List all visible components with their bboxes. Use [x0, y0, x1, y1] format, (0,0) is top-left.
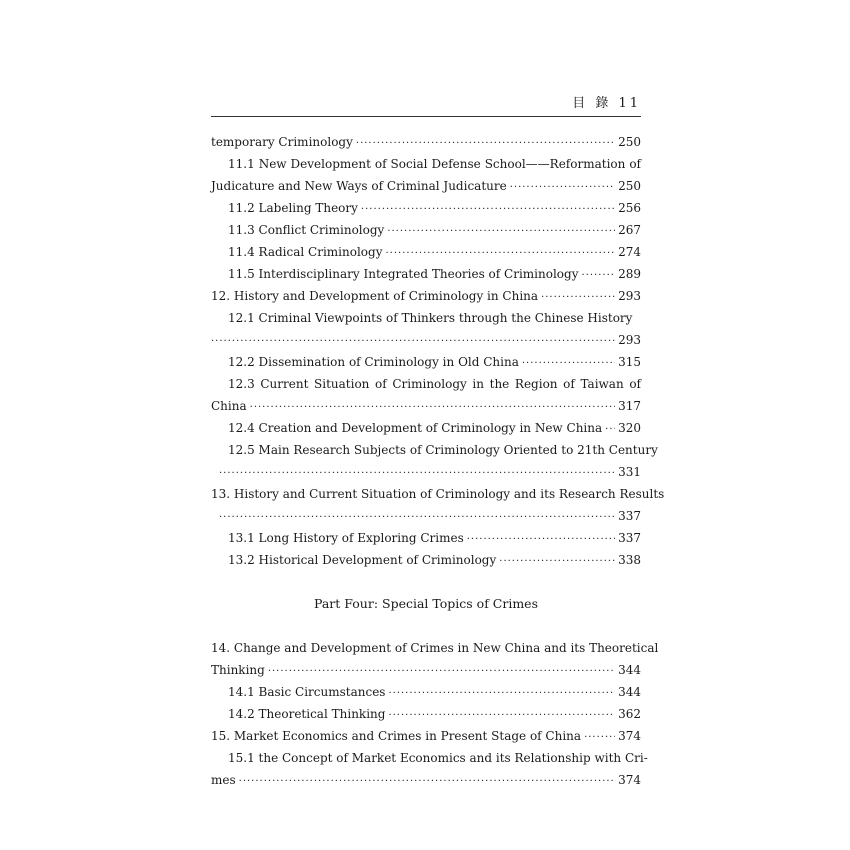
toc-entry-title: temporary Criminology: [211, 135, 353, 149]
toc-page-number: 344: [618, 685, 641, 699]
dot-leader: [467, 529, 615, 551]
toc-entry: [211, 241, 641, 263]
dot-leader: [361, 199, 615, 221]
toc-entry: [211, 505, 641, 527]
toc-entry: [211, 527, 641, 549]
toc-page-number: 267: [618, 223, 641, 237]
toc-entry-title: 13. History and Current Situation of Criminology and its Research Results: [211, 487, 665, 501]
dot-leader: [356, 133, 615, 155]
toc-entry: 14. Change and Development of Crimes in New China and its Theoretical: [211, 641, 659, 655]
toc-entry: [211, 681, 641, 703]
toc-entry: [211, 131, 641, 153]
dot-leader: [522, 353, 615, 375]
toc-entry-title: 15. Market Economics and Crimes in Present Stage of China: [211, 729, 582, 743]
dot-leader: [386, 243, 616, 265]
toc-entry: [211, 263, 641, 285]
toc-entry: [211, 329, 641, 351]
toc-page-number: 374: [618, 773, 641, 787]
toc-entry: 15.1 the Concept of Market Economics and its Relationship with Cri-: [228, 751, 648, 765]
dot-leader: [250, 397, 615, 419]
dot-leader: [584, 727, 615, 749]
toc-entry-title: 11.2 Labeling Theory: [228, 201, 358, 215]
part-title: Part Four: Special Topics of Crimes: [314, 596, 538, 611]
toc-page-number: 250: [618, 179, 641, 193]
toc-page-number: 344: [618, 663, 641, 677]
toc-page-number: 256: [618, 201, 641, 215]
toc-entry-title: 12.1 Criminal Viewpoints of Thinkers through the Chinese History: [228, 311, 633, 325]
toc-page-number: 320: [618, 421, 641, 435]
toc-page-number: 293: [618, 289, 641, 303]
toc-page-number: 289: [618, 267, 641, 281]
toc-entry-title: 11.5 Interdisciplinary Integrated Theories of Criminology: [228, 267, 579, 281]
dot-leader: [239, 771, 615, 793]
toc-entry: 12.3 Current Situation of Criminology in the Region of Taiwan of: [228, 377, 641, 391]
dot-leader: [541, 287, 615, 309]
toc-entry: [211, 769, 641, 791]
toc-page-number: 317: [618, 399, 641, 413]
toc-page: [211, 88, 665, 791]
dot-leader: [499, 551, 615, 573]
toc-entry: 11.1 New Development of Social Defense School——Reformation of: [228, 157, 641, 171]
toc-entry: 12.5 Main Research Subjects of Criminology Oriented to 21th Century: [228, 443, 658, 457]
toc-entry: [211, 219, 641, 241]
toc-page-number: 338: [618, 553, 641, 567]
dot-leader: [219, 507, 615, 529]
dot-leader: [605, 419, 615, 441]
toc-page-number: 362: [618, 707, 641, 721]
toc-page-number: 337: [618, 509, 641, 523]
toc-entry: [211, 307, 641, 329]
toc-entry: [211, 725, 641, 747]
dot-leader: [582, 265, 616, 287]
toc-page-number: 315: [618, 355, 641, 369]
toc-entry: [211, 417, 641, 439]
dot-leader: [388, 705, 615, 727]
toc-entry: [211, 549, 641, 571]
toc-entry: [211, 285, 641, 307]
dot-leader: [510, 177, 615, 199]
toc-entry-title: 13.2 Historical Development of Criminology: [228, 553, 497, 567]
toc-entry-title: China: [211, 399, 247, 413]
toc-entry-title: 14.1 Basic Circumstances: [228, 685, 386, 699]
toc-entry: [211, 395, 641, 417]
toc-entry-title: 14.2 Theoretical Thinking: [228, 707, 386, 721]
toc-entry-title: Thinking: [211, 663, 265, 677]
toc-entry: [211, 461, 641, 483]
toc-page-number: 331: [618, 465, 641, 479]
header-text: 目 錄 11: [572, 96, 641, 111]
dot-leader: [268, 661, 615, 683]
toc-entry-title: 12.4 Creation and Development of Criminology in New China: [228, 421, 603, 435]
table-of-contents: [211, 131, 665, 791]
toc-entry: [211, 659, 641, 681]
toc-entry-title: mes: [211, 773, 236, 787]
dot-leader: [219, 463, 615, 485]
toc-entry-title: 11.4 Radical Criminology: [228, 245, 383, 259]
dot-leader: [388, 683, 615, 705]
dot-leader: [387, 221, 615, 243]
toc-entry-title: 11.3 Conflict Criminology: [228, 223, 385, 237]
running-header: [211, 88, 641, 117]
toc-entry-title: Judicature and New Ways of Criminal Judicature: [211, 179, 507, 193]
toc-entry: [211, 703, 641, 725]
toc-entry-title: 12.2 Dissemination of Criminology in Old China: [228, 355, 519, 369]
toc-page-number: 293: [618, 333, 641, 347]
toc-entry: [211, 175, 641, 197]
toc-entry-title: 12. History and Development of Criminology in China: [211, 289, 539, 303]
toc-entry: [211, 351, 641, 373]
dot-leader: [211, 331, 615, 353]
toc-page-number: 274: [618, 245, 641, 259]
toc-entry: [211, 197, 641, 219]
toc-entry-title: 13.1 Long History of Exploring Crimes: [228, 531, 464, 545]
toc-entry: [211, 483, 665, 505]
toc-page-number: 337: [618, 531, 641, 545]
toc-page-number: 250: [618, 135, 641, 149]
toc-page-number: 374: [618, 729, 641, 743]
